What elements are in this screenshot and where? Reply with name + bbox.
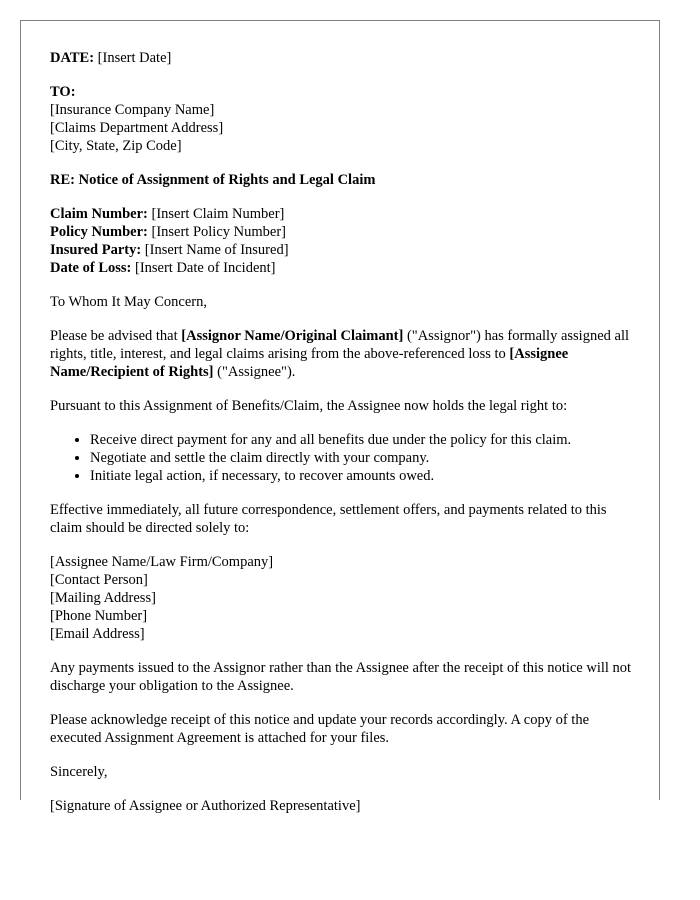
recipient-company: [Insurance Company Name] bbox=[50, 102, 215, 118]
recipient-address: [Claims Department Address] bbox=[50, 120, 224, 136]
signature-line: [Signature of Assignee or Authorized Representative] bbox=[50, 798, 361, 814]
assignee-name: [Assignee Name/Recipient of Rights] bbox=[50, 346, 569, 380]
to-label: TO: bbox=[50, 84, 76, 100]
claim-number-line bbox=[50, 205, 635, 223]
assignor-name: [Assignor Name/Original Claimant] bbox=[181, 328, 404, 344]
list-item: • Negotiate and settle the claim directly with your company. bbox=[90, 449, 635, 467]
contact-phone: [Phone Number] bbox=[50, 608, 148, 624]
list-item: • Receive direct payment for any and all benefits due under the policy for this claim. bbox=[90, 431, 635, 449]
re-text: RE: Notice of Assignment of Rights and Legal Claim bbox=[50, 172, 376, 188]
claim-info-block bbox=[50, 205, 635, 277]
recipient-block bbox=[50, 83, 635, 155]
date-value: [Insert Date] bbox=[97, 50, 172, 66]
assignment-text-3: ("Assignee"). bbox=[213, 364, 296, 380]
assignment-text-2: ("Assignor") has formally assigned all rights, title, interest, and legal claims arising from the above-referenced loss to bbox=[50, 328, 629, 362]
contact-firm: [Assignee Name/Law Firm/Company] bbox=[50, 554, 274, 570]
policy-number-value: [Insert Policy Number] bbox=[151, 224, 286, 240]
claim-number-label: Claim Number: bbox=[50, 206, 148, 222]
policy-number-line bbox=[50, 223, 635, 241]
rights-intro-paragraph: Pursuant to this Assignment of Benefits/Claim, the Assignee now holds the legal right to: bbox=[50, 398, 568, 414]
acknowledge-paragraph: Please acknowledge receipt of this notice and update your records accordingly. A copy of the executed Assignment Agreement is attached for your files. bbox=[50, 712, 589, 746]
contact-mailing-address: [Mailing Address] bbox=[50, 590, 156, 606]
assignee-contact-block bbox=[50, 553, 635, 643]
direction-paragraph: Effective immediately, all future correspondence, settlement offers, and payments related to this claim should be directed solely to: bbox=[50, 502, 607, 536]
policy-number-label: Policy Number: bbox=[50, 224, 148, 240]
letter-body bbox=[50, 49, 635, 815]
closing: Sincerely, bbox=[50, 764, 108, 780]
contact-email: [Email Address] bbox=[50, 626, 145, 642]
list-item: • Initiate legal action, if necessary, to recover amounts owed. bbox=[90, 467, 635, 485]
date-of-loss-line bbox=[50, 259, 635, 277]
payment-notice-paragraph: Any payments issued to the Assignor rather than the Assignee after the receipt of this notice will not discharge your obligation to the Assignee. bbox=[50, 660, 632, 694]
recipient-city: [City, State, Zip Code] bbox=[50, 138, 182, 154]
assignment-paragraph bbox=[50, 327, 635, 381]
date-of-loss-label: Date of Loss: bbox=[50, 260, 132, 276]
letter-page bbox=[20, 20, 660, 814]
date-label: DATE: bbox=[50, 50, 95, 66]
date-of-loss-value: [Insert Date of Incident] bbox=[134, 260, 276, 276]
salutation: To Whom It May Concern, bbox=[50, 294, 207, 310]
date-line bbox=[50, 49, 635, 67]
assignment-text-1: Please be advised that bbox=[50, 328, 182, 344]
subject-line bbox=[50, 171, 635, 189]
claim-number-value: [Insert Claim Number] bbox=[151, 206, 285, 222]
insured-party-line bbox=[50, 241, 635, 259]
insured-party-value: [Insert Name of Insured] bbox=[144, 242, 289, 258]
insured-party-label: Insured Party: bbox=[50, 242, 142, 258]
rights-list bbox=[50, 431, 635, 485]
contact-person: [Contact Person] bbox=[50, 572, 148, 588]
